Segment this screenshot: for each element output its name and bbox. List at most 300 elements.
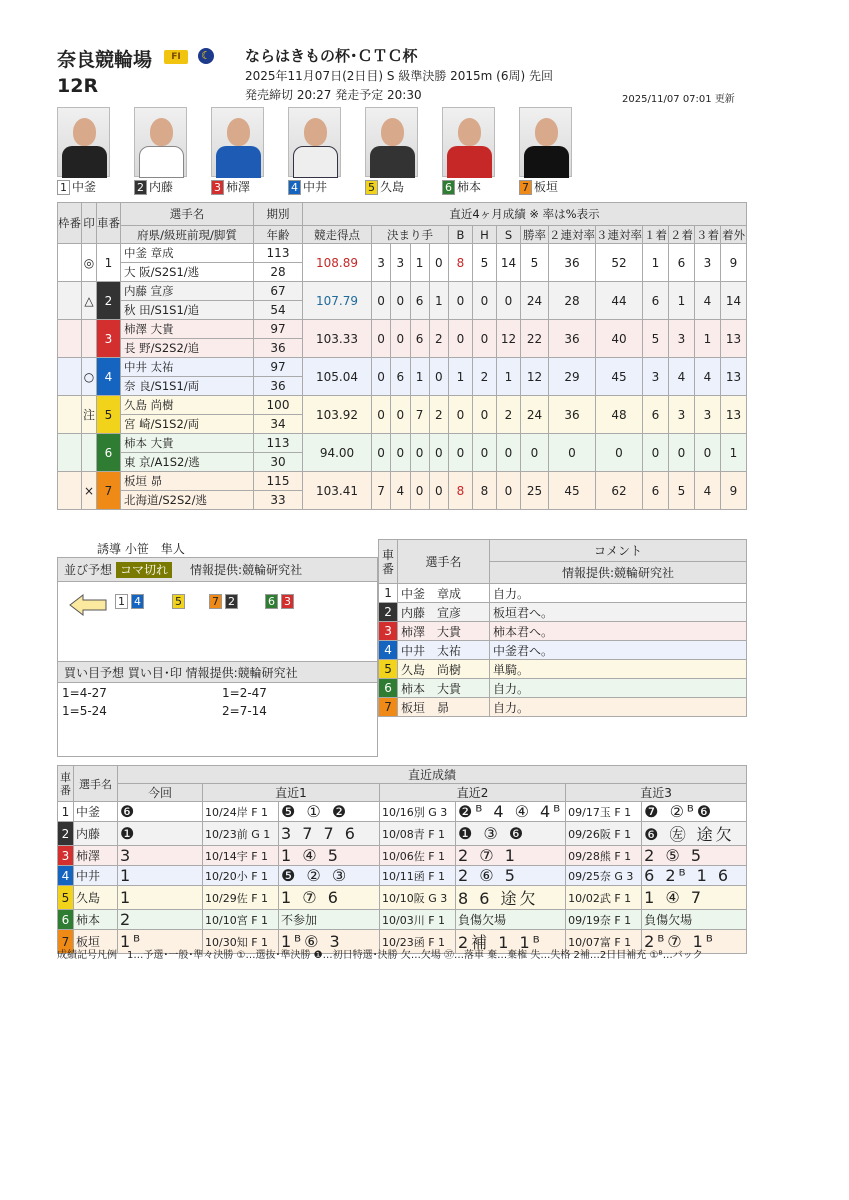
stat-cell: 0 bbox=[549, 434, 596, 472]
comment-name: 柿澤 大貴 bbox=[398, 622, 490, 641]
lineup-number: 1 bbox=[115, 594, 128, 609]
photo-label: 7 板垣 bbox=[519, 179, 558, 195]
waku-cell bbox=[58, 358, 82, 396]
recent-now: 1ᴮ bbox=[118, 930, 203, 954]
main-entry-table bbox=[57, 202, 747, 510]
age-cell: 36 bbox=[254, 377, 303, 396]
stat-cell: 6 bbox=[669, 244, 695, 282]
recent-date: 09/19奈 F 1 bbox=[566, 910, 642, 930]
recent-no: 7 bbox=[58, 930, 74, 954]
lineup-number: 5 bbox=[172, 594, 185, 609]
comment-text: 自力。 bbox=[490, 584, 747, 603]
photo-label: 6 柿本 bbox=[442, 179, 481, 195]
stat-cell: 7 bbox=[410, 396, 429, 434]
comment-text: 自力。 bbox=[490, 698, 747, 717]
score-cell: 108.89 bbox=[303, 244, 372, 282]
stat-cell: 5 bbox=[473, 244, 497, 282]
rider-name: 内藤 宣彦 bbox=[121, 282, 254, 301]
moon-icon: ☾ bbox=[198, 48, 214, 64]
rider-photo bbox=[211, 107, 264, 177]
stat-cell: 1 bbox=[429, 282, 448, 320]
recent-now: 1 bbox=[118, 886, 203, 910]
stat-cell: 2 bbox=[429, 320, 448, 358]
score-cell: 103.92 bbox=[303, 396, 372, 434]
stat-cell: 0 bbox=[521, 434, 549, 472]
rider-photo bbox=[134, 107, 187, 177]
number-cell: 2 bbox=[97, 282, 121, 320]
recent-date: 09/26阪 F 1 bbox=[566, 822, 642, 846]
comment-text: 単騎。 bbox=[490, 660, 747, 679]
col-name: 選手名 bbox=[121, 203, 254, 226]
recent-name: 板垣 bbox=[74, 930, 118, 954]
ki-cell: 113 bbox=[254, 244, 303, 263]
lineup-number: 4 bbox=[131, 594, 144, 609]
comment-name: 柿本 大貴 bbox=[398, 679, 490, 698]
mark-cell: △ bbox=[82, 282, 97, 320]
stat-cell: 6 bbox=[643, 472, 669, 510]
stat-cell: 3 bbox=[391, 244, 410, 282]
stat-cell: 1 bbox=[721, 434, 747, 472]
stat-cell: 0 bbox=[449, 320, 473, 358]
lineup-number: 3 bbox=[281, 594, 294, 609]
rider-pref: 東 京/A1S2/逃 bbox=[121, 453, 254, 472]
recent-date: 10/14宇 F 1 bbox=[203, 846, 279, 866]
rider-name: 中釜 章成 bbox=[121, 244, 254, 263]
comment-name: 板垣 昴 bbox=[398, 698, 490, 717]
col-r2: ２連対率 bbox=[549, 227, 595, 242]
stat-cell: 4 bbox=[669, 358, 695, 396]
stat-cell: 0 bbox=[596, 434, 643, 472]
stat-cell: 4 bbox=[695, 282, 721, 320]
stat-cell: 13 bbox=[721, 396, 747, 434]
score-cell: 94.00 bbox=[303, 434, 372, 472]
stat-cell: 12 bbox=[521, 358, 549, 396]
stat-cell: 0 bbox=[391, 396, 410, 434]
recent-no: 5 bbox=[58, 886, 74, 910]
recent-result: 負傷欠場 bbox=[456, 910, 566, 930]
stat-cell: 3 bbox=[372, 244, 391, 282]
stat-cell: 29 bbox=[549, 358, 596, 396]
age-cell: 36 bbox=[254, 339, 303, 358]
stat-cell: 6 bbox=[410, 320, 429, 358]
stat-cell: 2 bbox=[497, 396, 521, 434]
lineup-panel bbox=[57, 557, 378, 757]
recent-name: 中釜 bbox=[74, 802, 118, 822]
comment-text: 中釜君へ。 bbox=[490, 641, 747, 660]
recent-date: 10/08青 F 1 bbox=[380, 822, 456, 846]
score-cell: 103.41 bbox=[303, 472, 372, 510]
results-legend: 成績記号凡例 1…予選･一般･準々決勝 ①…選抜･準決勝 ❶…初日特選･決勝 欠…欠場 ㊲…落車 棄…棄権 失…失格 2補…2日目補充 ①ᴮ…バック bbox=[57, 950, 703, 961]
recent-name: 内藤 bbox=[74, 822, 118, 846]
col-r3: ３連対率 bbox=[596, 227, 642, 242]
stat-cell: 0 bbox=[391, 282, 410, 320]
rider-pref: 宮 崎/S1S2/両 bbox=[121, 415, 254, 434]
mark-cell bbox=[82, 434, 97, 472]
escort-rider: 誘導 小笹 隼人 bbox=[97, 542, 185, 556]
stat-cell: 25 bbox=[521, 472, 549, 510]
stat-cell: 3 bbox=[695, 244, 721, 282]
stat-cell: 12 bbox=[497, 320, 521, 358]
number-cell: 7 bbox=[97, 472, 121, 510]
col-b: B bbox=[449, 226, 473, 244]
stat-cell: 1 bbox=[695, 320, 721, 358]
stat-cell: 3 bbox=[669, 396, 695, 434]
stat-cell: 0 bbox=[473, 320, 497, 358]
stat-cell: 0 bbox=[372, 320, 391, 358]
stat-cell: 8 bbox=[449, 244, 473, 282]
recent-no: 6 bbox=[58, 910, 74, 930]
stat-cell: 62 bbox=[596, 472, 643, 510]
score-cell: 103.33 bbox=[303, 320, 372, 358]
betting-header: 買い目予想 買い目･印 情報提供:競輪研究社 bbox=[58, 661, 377, 683]
stat-cell: 4 bbox=[391, 472, 410, 510]
stat-cell: 8 bbox=[473, 472, 497, 510]
number-cell: 3 bbox=[97, 320, 121, 358]
mark-cell bbox=[82, 320, 97, 358]
stat-cell: 0 bbox=[391, 434, 410, 472]
ki-cell: 67 bbox=[254, 282, 303, 301]
recent-date: 10/20小 F 1 bbox=[203, 866, 279, 886]
comment-name: 久島 尚樹 bbox=[398, 660, 490, 679]
recent-date: 10/03川 F 1 bbox=[380, 910, 456, 930]
col-score: 競走得点 bbox=[303, 226, 372, 244]
age-cell: 34 bbox=[254, 415, 303, 434]
lineup-source: 情報提供:競輪研究社 bbox=[190, 563, 303, 577]
stat-cell: 0 bbox=[429, 434, 448, 472]
col-h: H bbox=[473, 226, 497, 244]
recent-now: ❻ bbox=[118, 802, 203, 822]
recent-result: 1ᴮ⑥ 3 bbox=[279, 930, 380, 954]
waku-cell bbox=[58, 472, 82, 510]
comment-no: 1 bbox=[379, 584, 398, 603]
col-win: 勝率 bbox=[521, 226, 549, 244]
stat-cell: 9 bbox=[721, 472, 747, 510]
lineup-number: 2 bbox=[225, 594, 238, 609]
number-cell: 6 bbox=[97, 434, 121, 472]
age-cell: 28 bbox=[254, 263, 303, 282]
recent-date: 10/16別 G 3 bbox=[380, 802, 456, 822]
stat-cell: 36 bbox=[549, 320, 596, 358]
stat-cell: 0 bbox=[473, 282, 497, 320]
race-info: 2025年11月07日(2日目) S 級準決勝 2015m (6周) 先回 bbox=[245, 69, 553, 83]
mark-cell: ◎ bbox=[82, 244, 97, 282]
stat-cell: 5 bbox=[643, 320, 669, 358]
stat-cell: 6 bbox=[643, 396, 669, 434]
stat-cell: 1 bbox=[449, 358, 473, 396]
comment-name: 中井 太祐 bbox=[398, 641, 490, 660]
photo-label: 2 内藤 bbox=[134, 179, 173, 195]
col-recent: 直近4ヶ月成績 ※ 率は%表示 bbox=[303, 203, 747, 226]
stat-cell: 2 bbox=[473, 358, 497, 396]
stat-cell: 40 bbox=[596, 320, 643, 358]
stat-cell: 1 bbox=[497, 358, 521, 396]
col-c1: １着 bbox=[644, 227, 667, 242]
photo-label: 5 久島 bbox=[365, 179, 404, 195]
recent-date: 10/02武 F 1 bbox=[566, 886, 642, 910]
age-cell: 33 bbox=[254, 491, 303, 510]
lineup-number: 7 bbox=[209, 594, 222, 609]
stat-cell: 14 bbox=[497, 244, 521, 282]
stat-cell: 0 bbox=[497, 472, 521, 510]
recent-col-name: 選手名 bbox=[74, 766, 118, 802]
recent-now: ❶ bbox=[118, 822, 203, 846]
recent-date: 10/23前 G 1 bbox=[203, 822, 279, 846]
stat-cell: 5 bbox=[669, 472, 695, 510]
col-c2: ２着 bbox=[670, 227, 693, 242]
comment-text: 板垣君へ。 bbox=[490, 603, 747, 622]
col-ki: 期別 bbox=[254, 203, 303, 226]
waku-cell bbox=[58, 434, 82, 472]
grade-badge: FI bbox=[164, 50, 188, 64]
bet-pick: 1=2-47 bbox=[222, 686, 267, 700]
bet-pick: 1=4-27 bbox=[62, 686, 107, 700]
waku-cell bbox=[58, 244, 82, 282]
number-cell: 4 bbox=[97, 358, 121, 396]
recent-result: ❻ ㊧ 途欠 bbox=[642, 822, 747, 846]
stat-cell: 0 bbox=[429, 472, 448, 510]
stat-cell: 3 bbox=[695, 396, 721, 434]
rider-name: 板垣 昴 bbox=[121, 472, 254, 491]
recent-result: 1 ④ 5 bbox=[279, 846, 380, 866]
stat-cell: 4 bbox=[695, 358, 721, 396]
ki-cell: 113 bbox=[254, 434, 303, 453]
stat-cell: 1 bbox=[643, 244, 669, 282]
mark-cell: × bbox=[82, 472, 97, 510]
rider-name: 柿本 大貴 bbox=[121, 434, 254, 453]
recent-date: 10/24岸 F 1 bbox=[203, 802, 279, 822]
comment-text: 自力。 bbox=[490, 679, 747, 698]
photo-label: 3 柿澤 bbox=[211, 179, 250, 195]
recent-result: ❶ ③ ❻ bbox=[456, 822, 566, 846]
recent-result: 3 7 7 6 bbox=[279, 822, 380, 846]
recent-result: 2 ⑦ 1 bbox=[456, 846, 566, 866]
rider-photo bbox=[442, 107, 495, 177]
recent-col-now: 今回 bbox=[118, 784, 203, 802]
comment-name: 内藤 宣彦 bbox=[398, 603, 490, 622]
recent-result: 負傷欠場 bbox=[642, 910, 747, 930]
stat-cell: 0 bbox=[449, 282, 473, 320]
stat-cell: 0 bbox=[473, 396, 497, 434]
stat-cell: 0 bbox=[497, 434, 521, 472]
stat-cell: 24 bbox=[521, 396, 549, 434]
stat-cell: 3 bbox=[669, 320, 695, 358]
race-times: 発売締切 20:27 発走予定 20:30 bbox=[245, 88, 422, 102]
stat-cell: 1 bbox=[669, 282, 695, 320]
recent-result: 2 ⑥ 5 bbox=[456, 866, 566, 886]
lineup-title: 並び予想 bbox=[64, 563, 113, 577]
stat-cell: 0 bbox=[669, 434, 695, 472]
stat-cell: 24 bbox=[521, 282, 549, 320]
waku-cell bbox=[58, 396, 82, 434]
stat-cell: 36 bbox=[549, 396, 596, 434]
rider-pref: 奈 良/S1S1/両 bbox=[121, 377, 254, 396]
recent-date: 09/25奈 G 3 bbox=[566, 866, 642, 886]
ki-cell: 97 bbox=[254, 320, 303, 339]
recent-date: 10/10宮 F 1 bbox=[203, 910, 279, 930]
stat-cell: 5 bbox=[521, 244, 549, 282]
col-no: 車番 bbox=[97, 203, 121, 244]
stat-cell: 1 bbox=[410, 244, 429, 282]
rider-photo bbox=[519, 107, 572, 177]
recent-now: 2 bbox=[118, 910, 203, 930]
col-mark: 印 bbox=[82, 203, 97, 244]
recent-now: 1 bbox=[118, 866, 203, 886]
stat-cell: 0 bbox=[372, 434, 391, 472]
age-cell: 30 bbox=[254, 453, 303, 472]
comment-text: 柿本君へ。 bbox=[490, 622, 747, 641]
stat-cell: 45 bbox=[549, 472, 596, 510]
recent-name: 久島 bbox=[74, 886, 118, 910]
recent-result: 2補 1 1ᴮ bbox=[456, 930, 566, 954]
col-age: 年齢 bbox=[254, 226, 303, 244]
ki-cell: 97 bbox=[254, 358, 303, 377]
recent-now: 3 bbox=[118, 846, 203, 866]
recent-date: 10/06佐 F 1 bbox=[380, 846, 456, 866]
lineup-number: 6 bbox=[265, 594, 278, 609]
stat-cell: 4 bbox=[695, 472, 721, 510]
stat-cell: 22 bbox=[521, 320, 549, 358]
recent-no: 1 bbox=[58, 802, 74, 822]
recent-no: 4 bbox=[58, 866, 74, 886]
photo-label: 4 中井 bbox=[288, 179, 327, 195]
rider-photo bbox=[288, 107, 341, 177]
rider-name: 久島 尚樹 bbox=[121, 396, 254, 415]
rider-pref: 大 阪/S2S1/逃 bbox=[121, 263, 254, 282]
stat-cell: 3 bbox=[643, 358, 669, 396]
recent-col-no: 車番 bbox=[58, 766, 74, 802]
photo-label: 1 中釜 bbox=[57, 179, 96, 195]
waku-cell bbox=[58, 320, 82, 358]
stat-cell: 2 bbox=[429, 396, 448, 434]
stat-cell: 0 bbox=[429, 244, 448, 282]
age-cell: 54 bbox=[254, 301, 303, 320]
venue-title: 奈良競輪場 bbox=[57, 49, 153, 71]
stat-cell: 0 bbox=[449, 396, 473, 434]
comment-col-name: 選手名 bbox=[398, 540, 490, 584]
update-time: 2025/11/07 07:01 更新 bbox=[622, 94, 735, 105]
rider-pref: 長 野/S2S2/追 bbox=[121, 339, 254, 358]
recent-result: 1 ④ 7 bbox=[642, 886, 747, 910]
recent-result: 不参加 bbox=[279, 910, 380, 930]
stat-cell: 6 bbox=[391, 358, 410, 396]
recent-col-r2: 直近2 bbox=[380, 784, 566, 802]
comment-name: 中釜 章成 bbox=[398, 584, 490, 603]
stat-cell: 0 bbox=[429, 358, 448, 396]
stat-cell: 13 bbox=[721, 358, 747, 396]
col-out: 着外 bbox=[722, 227, 745, 242]
bet-pick: 2=7-14 bbox=[222, 704, 267, 718]
stat-cell: 6 bbox=[410, 282, 429, 320]
stat-cell: 9 bbox=[721, 244, 747, 282]
comment-col-no: 車番 bbox=[379, 540, 398, 584]
recent-name: 中井 bbox=[74, 866, 118, 886]
recent-results-table bbox=[57, 765, 747, 954]
score-cell: 105.04 bbox=[303, 358, 372, 396]
mark-cell: ○ bbox=[82, 358, 97, 396]
recent-name: 柿本 bbox=[74, 910, 118, 930]
comment-no: 7 bbox=[379, 698, 398, 717]
recent-date: 10/23函 F 1 bbox=[380, 930, 456, 954]
rider-photo bbox=[57, 107, 110, 177]
comment-no: 6 bbox=[379, 679, 398, 698]
recent-result: 2 ⑤ 5 bbox=[642, 846, 747, 866]
recent-result: ❺ ② ③ bbox=[279, 866, 380, 886]
stat-cell: 1 bbox=[410, 358, 429, 396]
bet-pick: 1=5-24 bbox=[62, 704, 107, 718]
recent-result: 6 2ᴮ 1 6 bbox=[642, 866, 747, 886]
comment-source: 情報提供:競輪研究社 bbox=[490, 562, 747, 584]
stat-cell: 0 bbox=[497, 282, 521, 320]
recent-date: 09/17玉 F 1 bbox=[566, 802, 642, 822]
race-number: 12R bbox=[57, 75, 99, 97]
comment-col-comment: コメント bbox=[490, 540, 747, 562]
col-waku: 枠番 bbox=[58, 203, 82, 244]
mark-cell: 注 bbox=[82, 396, 97, 434]
stat-cell: 0 bbox=[449, 434, 473, 472]
recent-col-r1: 直近1 bbox=[203, 784, 380, 802]
col-s: S bbox=[497, 226, 521, 244]
comment-no: 3 bbox=[379, 622, 398, 641]
stat-cell: 48 bbox=[596, 396, 643, 434]
stat-cell: 44 bbox=[596, 282, 643, 320]
recent-date: 10/29佐 F 1 bbox=[203, 886, 279, 910]
stat-cell: 36 bbox=[549, 244, 596, 282]
number-cell: 1 bbox=[97, 244, 121, 282]
recent-name: 柿澤 bbox=[74, 846, 118, 866]
number-cell: 5 bbox=[97, 396, 121, 434]
recent-title: 直近成績 bbox=[118, 766, 747, 784]
stat-cell: 0 bbox=[372, 282, 391, 320]
recent-col-r3: 直近3 bbox=[566, 784, 747, 802]
rider-pref: 秋 田/S1S1/追 bbox=[121, 301, 254, 320]
cup-title: ならはきもの杯･ＣＴＣ杯 bbox=[245, 47, 418, 65]
recent-result: 1 ⑦ 6 bbox=[279, 886, 380, 910]
ki-cell: 115 bbox=[254, 472, 303, 491]
rider-pref: 北海道/S2S2/逃 bbox=[121, 491, 254, 510]
stat-cell: 0 bbox=[372, 396, 391, 434]
score-cell: 107.79 bbox=[303, 282, 372, 320]
lineup-tag: コマ切れ bbox=[116, 562, 172, 578]
stat-cell: 28 bbox=[549, 282, 596, 320]
direction-arrow-icon bbox=[68, 594, 108, 616]
comment-no: 2 bbox=[379, 603, 398, 622]
recent-result: ❼ ②ᴮ❻ bbox=[642, 802, 747, 822]
recent-date: 10/11函 F 1 bbox=[380, 866, 456, 886]
stat-cell: 0 bbox=[391, 320, 410, 358]
stat-cell: 6 bbox=[643, 282, 669, 320]
stat-cell: 0 bbox=[410, 472, 429, 510]
recent-result: ❷ᴮ 4 ④ 4ᴮ bbox=[456, 802, 566, 822]
recent-result: ❺ ① ❷ bbox=[279, 802, 380, 822]
ki-cell: 100 bbox=[254, 396, 303, 415]
recent-no: 2 bbox=[58, 822, 74, 846]
recent-date: 09/28熊 F 1 bbox=[566, 846, 642, 866]
stat-cell: 8 bbox=[449, 472, 473, 510]
stat-cell: 0 bbox=[372, 358, 391, 396]
stat-cell: 52 bbox=[596, 244, 643, 282]
comment-no: 4 bbox=[379, 641, 398, 660]
stat-cell: 0 bbox=[695, 434, 721, 472]
comment-no: 5 bbox=[379, 660, 398, 679]
stat-cell: 14 bbox=[721, 282, 747, 320]
recent-date: 10/07富 F 1 bbox=[566, 930, 642, 954]
lineup-header bbox=[58, 558, 377, 582]
stat-cell: 0 bbox=[643, 434, 669, 472]
recent-result: 2ᴮ⑦ 1ᴮ bbox=[642, 930, 747, 954]
comment-table bbox=[378, 539, 747, 717]
stat-cell: 0 bbox=[473, 434, 497, 472]
stat-cell: 13 bbox=[721, 320, 747, 358]
